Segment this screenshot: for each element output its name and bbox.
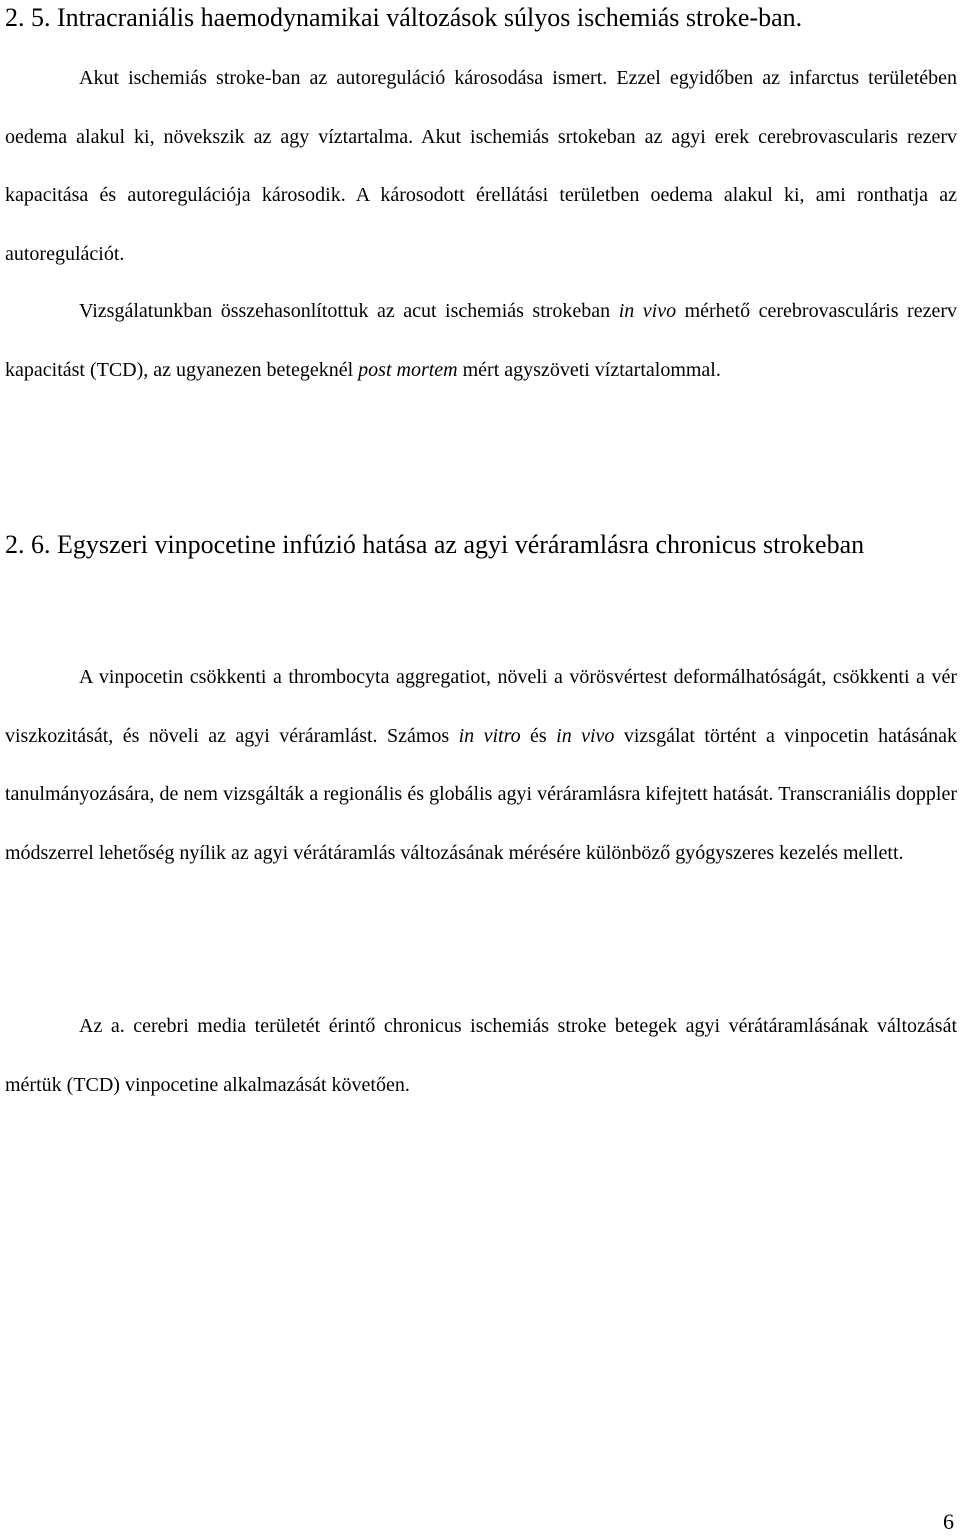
paragraph-autoregulation: Akut ischemiás stroke-ban az autoreguláció károsodása ismert. Ezzel egyidőben az infarctus területében oedema alakul ki, növekszik az agy víztartalma. Akut ischemiás srtokeban az agyi erek cerebrovascularis rezerv kapacitása és autoregulációja károsodik. A károsodott érellátási területben oedema alakul ki, ami ronthatja az autoregulációt. <box>5 67 957 265</box>
section-heading-2-5: 2. 5. Intracraniális haemodynamikai változások súlyos ischemiás stroke-ban. <box>5 3 803 32</box>
page-number: 6 <box>943 1509 954 1534</box>
italic-term-in-vivo: in vivo <box>618 300 677 322</box>
paragraph-text: vizsgálat történt a vinpocetin hatásának tanulmányozására, de nem vizsgálták a regionális és globális agyi véráramlásra kifejtett hatását. Transcraniális doppler módszerrel lehetőség nyílik az agyi vérátáramlás változásának mérésére különböző gyógyszeres kezelés mellett. <box>5 724 957 864</box>
italic-term-post-mortem: post mortem <box>358 358 458 381</box>
paragraph-study-comparison <box>5 282 957 399</box>
italic-term-in-vitro: in vitro <box>458 724 521 747</box>
section-heading-2-6: 2. 6. Egyszeri vinpocetine infúzió hatása az agyi véráramlásra chronicus strokeban <box>5 530 865 559</box>
paragraph-vinpocetin-effects <box>5 648 957 882</box>
paragraph-study-measurement: Az a. cerebri media területét érintő chronicus ischemiás stroke betegek agyi vérátáramlásának változását mértük (TCD) vinpocetine alkalmazását követően. <box>5 1015 957 1096</box>
paragraph-text: és <box>520 724 557 747</box>
paragraph-text: mért agyszöveti víztartalommal. <box>457 358 721 381</box>
paragraph-text: mérhető cerebrovasculáris rezerv kapacitást (TCD), az ugyanezen betegeknél <box>5 300 957 381</box>
paragraph-text: Vizsgálatunkban összehasonlítottuk az acut ischemiás strokeban <box>79 300 619 322</box>
paragraph-text: A vinpocetin csökkenti a thrombocyta aggregatiot, növeli a vörösvértest deformálhatóságát, csökkenti a vér viszkozitását, és növeli az agyi véráramlást. Számos <box>5 666 957 747</box>
italic-term-in-vivo: in vivo <box>556 724 615 747</box>
